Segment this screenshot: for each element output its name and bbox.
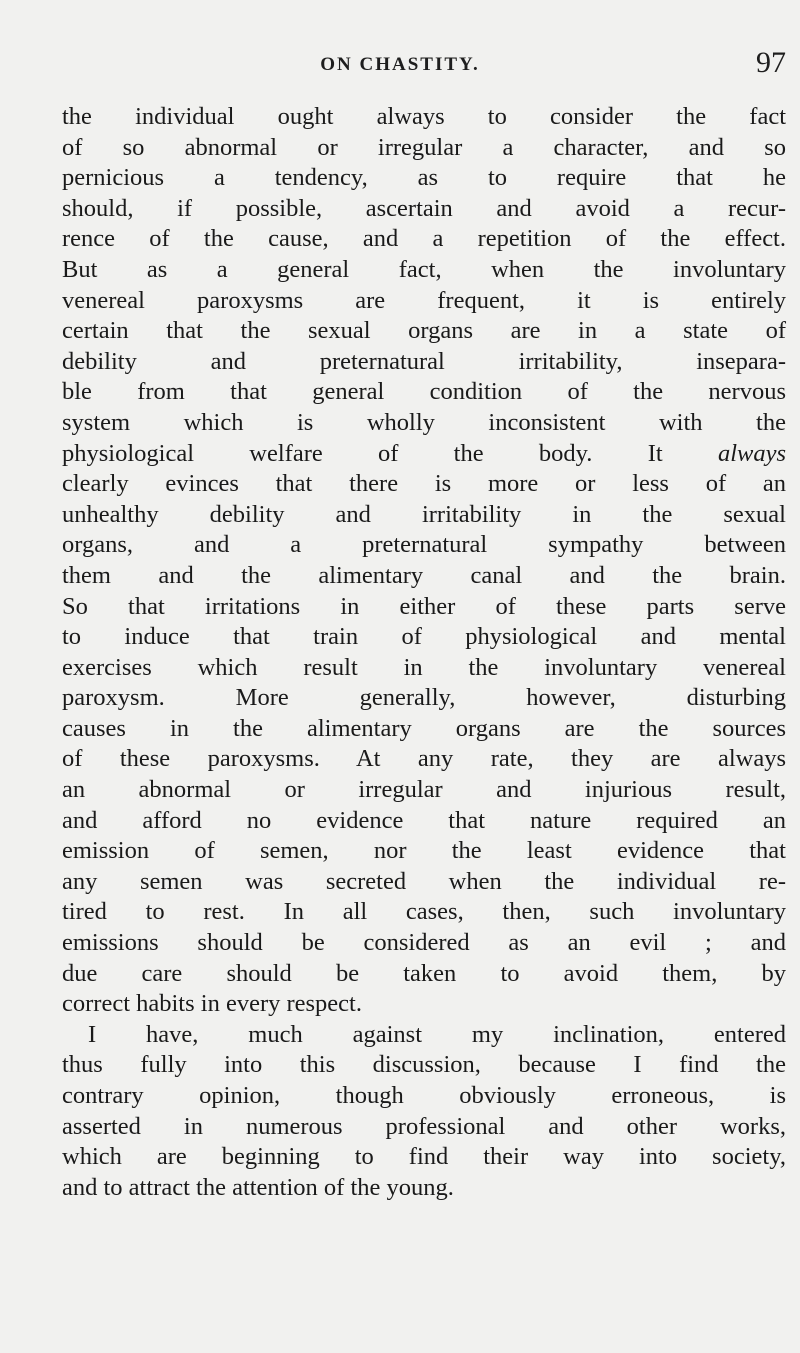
text-line: which are beginning to find their way into society,: [62, 1143, 786, 1171]
text-line: due care should be taken to avoid them, by: [62, 959, 786, 987]
text-line: to induce that train of physiological and mental: [62, 623, 786, 651]
text-line: thus fully into this discussion, because I find the: [62, 1051, 786, 1079]
text-line: emissions should be considered as an evil ; and: [62, 929, 786, 957]
text-line: paroxysm. More generally, however, disturbing: [62, 684, 786, 712]
text-line: system which is wholly inconsistent with the: [62, 408, 786, 436]
text-line: rence of the cause, and a repetition of the effect.: [62, 225, 786, 253]
text-line: certain that the sexual organs are in a state of: [62, 317, 786, 345]
text-line: should, if possible, ascertain and avoid a recur-: [62, 194, 786, 222]
text-line-paragraph-end: correct habits in every respect.: [62, 990, 362, 1018]
text-line: venereal paroxysms are frequent, it is entirely: [62, 286, 786, 314]
italic-word: always: [717, 439, 786, 467]
running-head: [0, 44, 800, 84]
text-line: of so abnormal or irregular a character, and so: [62, 133, 786, 161]
text-line: any semen was secreted when the individual re-: [62, 867, 786, 895]
running-title: ON CHASTITY.: [320, 54, 480, 75]
text-line: So that irritations in either of these parts serve: [62, 592, 786, 620]
text-line: the individual ought always to consider the fact: [62, 103, 786, 130]
text-line: causes in the alimentary organs are the sources: [62, 714, 786, 742]
text-line: ble from that general condition of the nervous: [62, 378, 786, 406]
text-line: unhealthy debility and irritability in the sexual: [62, 500, 786, 528]
text-segment: physiological welfare of the body. It: [62, 439, 718, 467]
text-line: them and the alimentary canal and the brain.: [62, 561, 786, 589]
text-line: tired to rest. In all cases, then, such involuntary: [62, 898, 786, 926]
text-line: emission of semen, nor the least evidence that: [62, 837, 786, 865]
text-line-paragraph-start: I have, much against my inclination, entered: [88, 1020, 786, 1048]
text-line: pernicious a tendency, as to require that he: [62, 164, 786, 192]
text-line-with-italic: [62, 439, 786, 470]
page-number: 97: [756, 46, 786, 79]
body-text: [62, 102, 786, 1203]
text-line: But as a general fact, when the involuntary: [62, 255, 786, 283]
text-line-paragraph-end: and to attract the attention of the young.: [62, 1173, 454, 1201]
text-line: contrary opinion, though obviously erroneous, is: [62, 1082, 786, 1109]
text-line: of these paroxysms. At any rate, they are always: [62, 745, 786, 773]
text-line: exercises which result in the involuntary venereal: [62, 653, 786, 681]
text-line: and afford no evidence that nature required an: [62, 806, 786, 834]
text-line: clearly evinces that there is more or less of an: [62, 470, 786, 498]
text-line: organs, and a preternatural sympathy between: [62, 531, 786, 559]
text-line: an abnormal or irregular and injurious result,: [62, 776, 786, 804]
text-line: asserted in numerous professional and other works,: [62, 1112, 786, 1140]
text-line: debility and preternatural irritability, insepara-: [62, 347, 786, 375]
